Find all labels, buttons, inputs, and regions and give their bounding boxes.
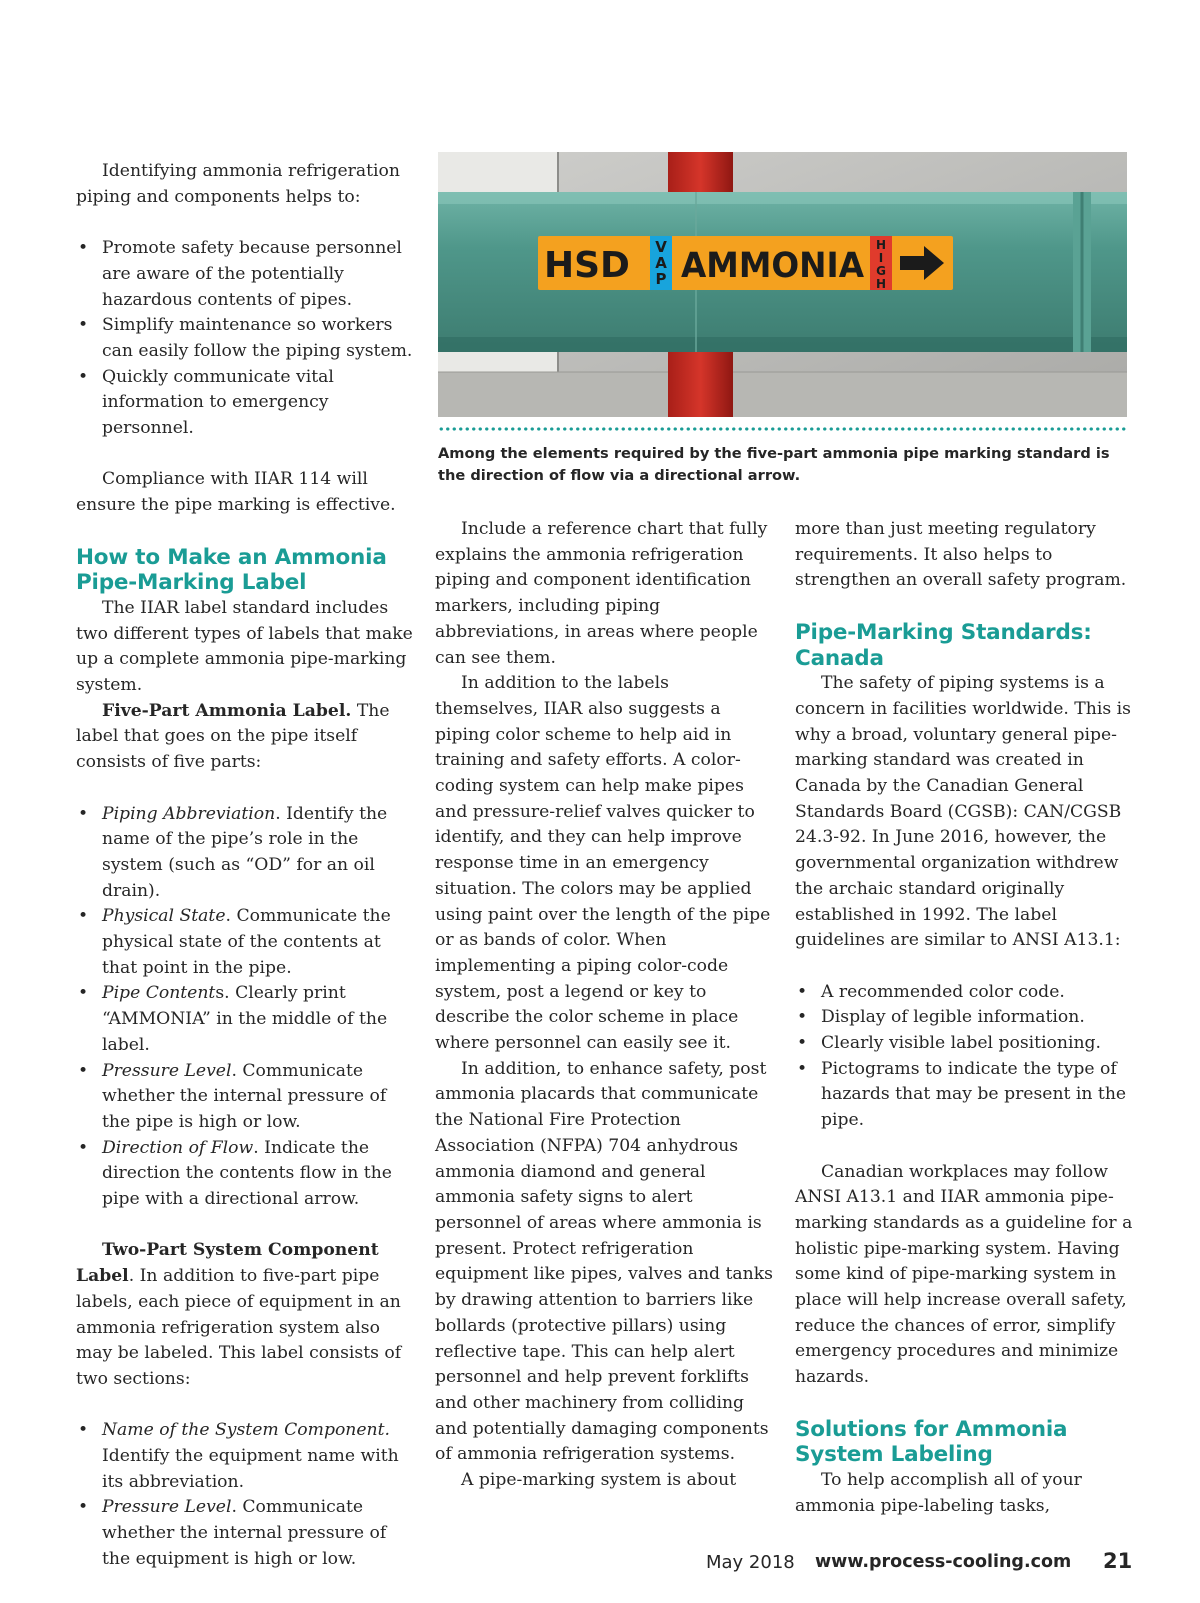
column-left [76,159,416,1573]
label-high-i: I [878,251,884,265]
body-paragraph: more than just meeting regulatory requirements. It also helps to strengthen an overall safety program. [795,519,1127,591]
body-paragraph: In addition to the labels themselves, IIAR also suggests a piping color scheme to help aid in training and safety efforts. A color-coding system can help make pipes and pressure-relief valves quicker to identify, and they can help improve response time in an emergency situation. The colors may be applied using paint over the length of the pipe or as bands of color. When implementing a piping color-code system, post a legend or key to describe the color scheme in place where personnel can easily see it. [435,673,771,1054]
column-right [795,517,1135,1519]
body-paragraph: The safety of piping systems is a concern in facilities worldwide. This is why a broad, voluntary general pipe-marking standard was created in Canada by the Canadian General Standards Board (CGSB): CAN/CGSB 24.3-92. In June 2016, however, the governmental organization withdrew the archaic standard originally established in 1992. The label guidelines are similar to ANSI A13.1: [795,673,1131,951]
term: Pressure Level [102,1497,232,1518]
pipe-photo-illustration [438,152,1127,417]
term-text: . Communicate whether the internal pressure of the equipment is high or low. [102,1497,387,1569]
list-item [76,1495,416,1572]
term: Pressure Level [102,1060,232,1081]
section-heading: How to Make an Ammonia Pipe-Marking Label [76,544,387,596]
label-high-g: G [876,264,886,278]
caption-dotted-rule [438,427,1127,431]
five-part-bullet-list [76,802,416,1213]
paragraph-text: . In addition to five-part pipe labels, each piece of equipment in an ammonia refrigeration system also may be labeled. This label consists of two sections: [76,1266,402,1389]
section-heading: Pipe-Marking Standards: Canada [795,619,1092,671]
compliance-paragraph: Compliance with IIAR 114 will ensure the pipe marking is effective. [76,469,396,516]
label-vap-v: V [655,238,667,256]
pipe-label [538,236,953,291]
label-high-h1: H [875,238,887,252]
label-ammonia: AMMONIA [681,246,864,286]
label-vap-p: P [655,270,667,288]
intro-paragraph: Identifying ammonia refrigeration piping and components helps to: [76,161,400,207]
list-item: • Display of legible information. [795,1005,1135,1031]
list-item: • Simplify maintenance so workers can easily follow the piping system. [76,313,416,364]
canada-bullet-list [795,980,1135,1134]
footer-url[interactable]: www.process-cooling.com [815,1552,1072,1572]
intro-bullet-list [76,236,416,442]
list-item [76,1136,416,1213]
list-item [76,1418,416,1495]
section-heading: Solutions for Ammonia System Labeling [795,1416,1068,1468]
term: Piping Abbreviation [102,803,276,824]
pipe-photo [438,152,1127,417]
two-part-bullet-list [76,1418,416,1572]
label-vap-a: A [655,254,667,272]
list-item: • Pictograms to indicate the type of hazards that may be present in the pipe. [795,1057,1135,1134]
list-item [76,904,416,981]
body-paragraph: A pipe-marking system is about [461,1470,737,1491]
label-high-h2: H [875,277,887,291]
body-paragraph: The IIAR label standard includes two different types of labels that make up a complete ammonia pipe-marking system. [76,597,413,696]
run-in-heading: Five-Part Ammonia Label. [102,700,352,721]
column-middle [435,517,775,1494]
body-paragraph [76,699,416,776]
list-item [76,802,416,905]
body-paragraph: To help accomplish all of your ammonia pipe-labeling tasks, [795,1469,1082,1516]
term-text: . Communicate whether the internal pressure of the pipe is high or low. [102,1060,387,1132]
term-text: . Identify the name of the pipe’s role in the system (such as “OD” for an oil drain). [102,803,388,901]
paragraph-text: The label that goes on the pipe itself consists of five parts: [76,700,390,773]
term-text: s. Clearly print “AMMONIA” in the middle of the label. [102,983,388,1055]
term: Name of the System Component. [102,1420,390,1441]
run-in-heading: Two-Part System Component Label [76,1240,379,1287]
term-text: . Communicate the physical state of the contents at that point in the pipe. [102,906,391,978]
list-item [76,1059,416,1136]
photo-caption: Among the elements required by the five-part ammonia pipe marking standard is the direction of flow via a directional arrow. [438,445,1110,484]
term: Physical State [102,906,226,927]
term-text: Identify the equipment name with its abbreviation. [102,1446,399,1492]
list-item: • Quickly communicate vital information to emergency personnel. [76,365,416,442]
label-hsd: HSD [544,245,630,286]
term: Direction of Flow [102,1137,254,1158]
term: Pipe Content [102,983,216,1004]
list-item: • Promote safety because personnel are aware of the potentially hazardous contents of pipes. [76,236,416,313]
body-paragraph: Include a reference chart that fully explains the ammonia refrigeration piping and component identification markers, including piping abbreviations, in areas where people can see them. [435,519,768,668]
footer-date: May 2018 [706,1552,795,1573]
page-number: 21 [1103,1549,1133,1573]
term-text: . Indicate the direction the contents flow in the pipe with a directional arrow. [102,1137,392,1210]
body-paragraph [76,1238,416,1392]
body-paragraph: In addition, to enhance safety, post ammonia placards that communicate the National Fire Protection Association (NFPA) 704 anhydrous ammonia diamond and general ammonia safety signs to alert personnel of areas where ammonia is present. Protect refrigeration equipment like pipes, valves and tanks by drawing attention to barriers like bollards (protective pillars) using reflective tape. This can help alert personnel and help prevent forklifts and other machinery from colliding and potentially damaging components of ammonia refrigeration systems. [435,1058,773,1465]
list-item [76,981,416,1058]
list-item: • Clearly visible label positioning. [795,1031,1135,1057]
body-paragraph: Canadian workplaces may follow ANSI A13.1 and IIAR ammonia pipe-marking standards as a guideline for a holistic pipe-marking system. Having some kind of pipe-marking system in place will help increase overall safety, reduce the chances of error, simplify emergency procedures and minimize hazards. [795,1161,1133,1388]
list-item: • A recommended color code. [795,980,1135,1006]
